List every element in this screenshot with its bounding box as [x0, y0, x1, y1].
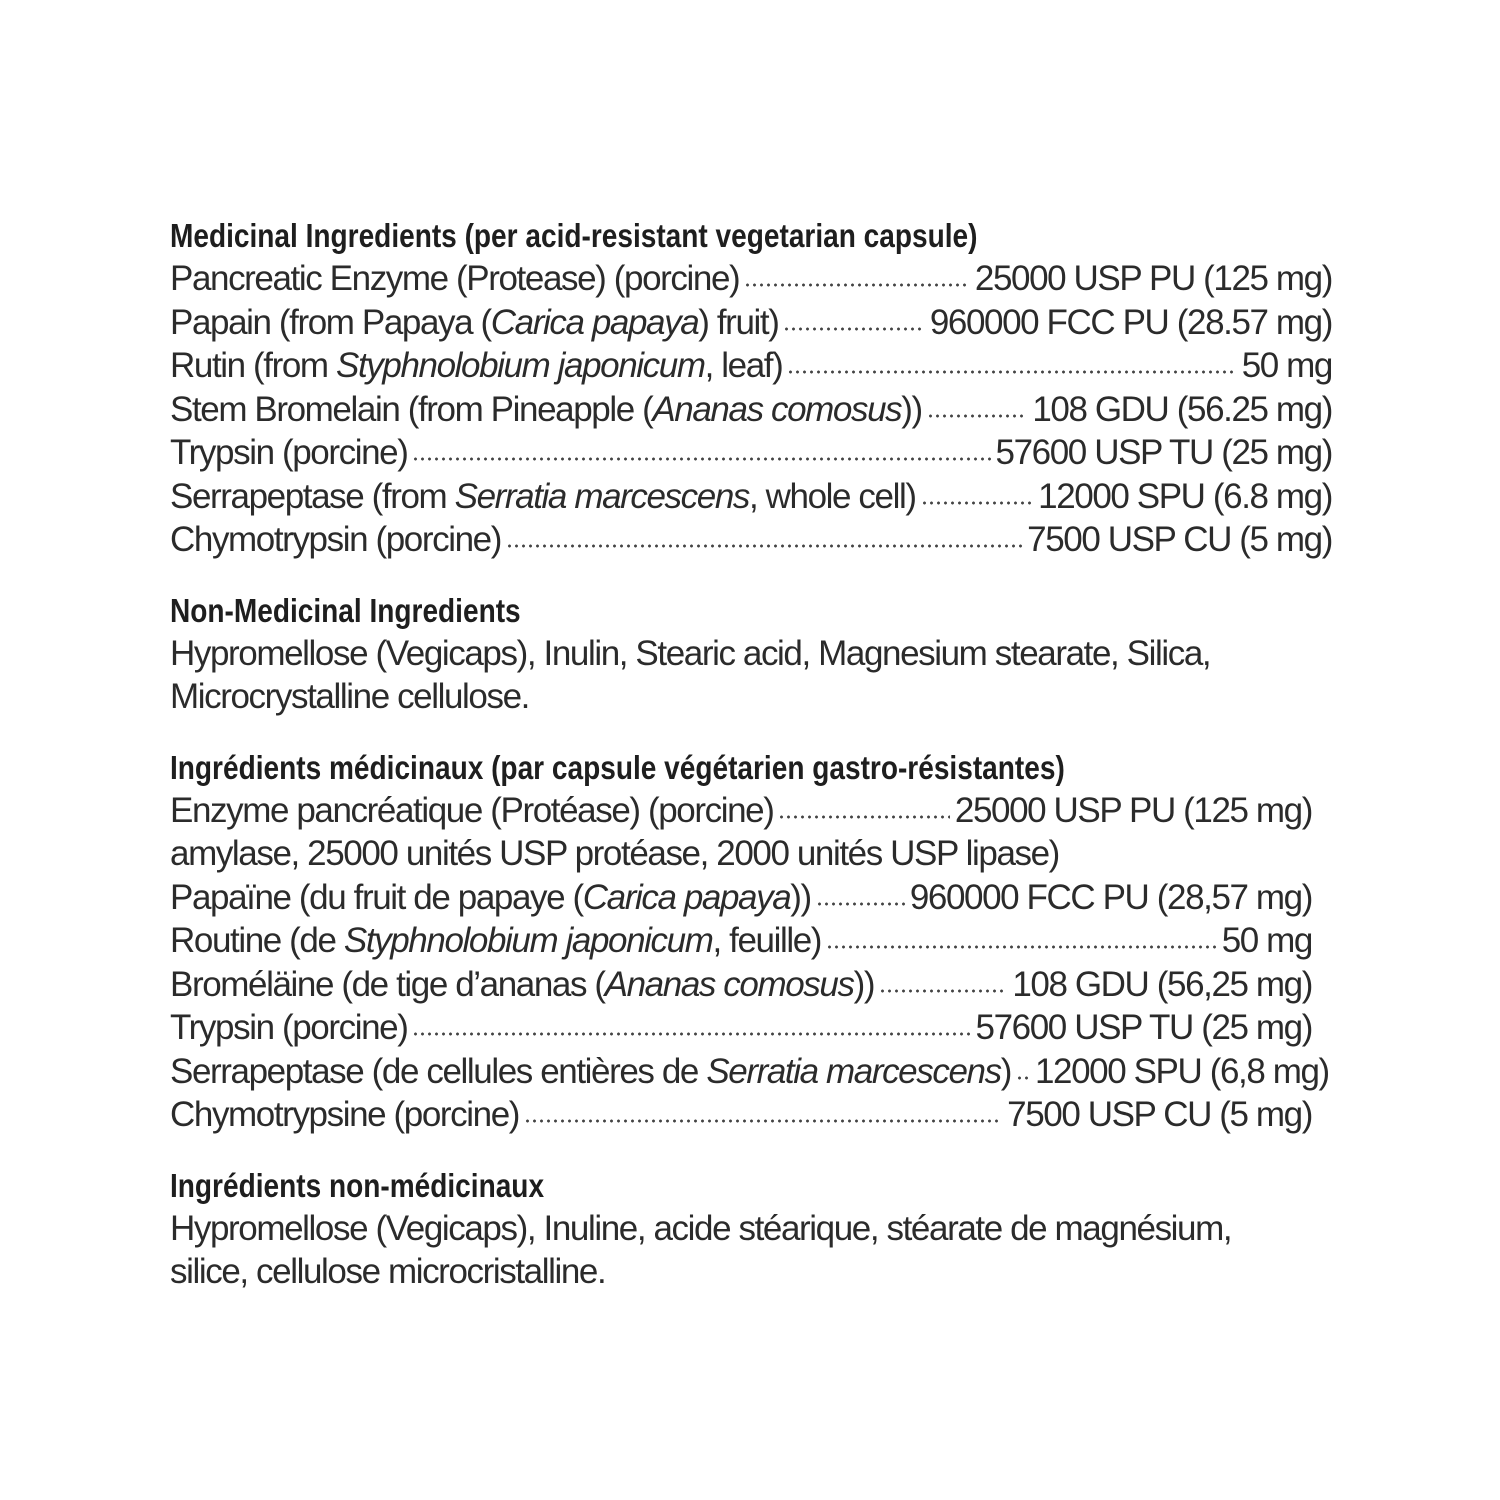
- section-heading: Ingrédients non-médicinaux: [170, 1166, 545, 1204]
- ingredient-row: [170, 388, 1332, 432]
- section-heading: Non-Medicinal Ingredients: [170, 591, 521, 629]
- dot-leader: [787, 369, 1236, 375]
- text-line: Microcrystalline cellulose.: [170, 677, 529, 716]
- ingredient-amount: 12000 SPU (6.8 mg): [1038, 476, 1332, 516]
- ingredient-list: [170, 257, 1332, 562]
- ingredient-amount: 12000 SPU (6,8 mg): [1034, 1051, 1329, 1091]
- ingredient-row: [170, 1050, 1329, 1094]
- ingredient-row: [170, 919, 1312, 963]
- medicinal-ingredients-fr: [170, 746, 1332, 1137]
- ingredient-name: Serrapeptase (de cellules entières de Serratia marcescens): [170, 1051, 1011, 1091]
- dot-leader: [816, 901, 905, 907]
- dot-leader: [778, 814, 949, 820]
- ingredient-row: [170, 789, 1312, 833]
- ingredient-row: [170, 301, 1332, 345]
- dot-leader: [412, 456, 990, 462]
- dot-leader: [506, 543, 1022, 549]
- ingredient-name: Trypsin (porcine): [170, 1008, 408, 1047]
- dot-leader: [927, 413, 1028, 419]
- ingredient-name: Trypsin (porcine): [170, 433, 408, 472]
- dot-leader: [921, 500, 1034, 506]
- non-medicinal-text: [170, 632, 1332, 719]
- ingredient-row: [170, 963, 1312, 1007]
- ingredient-amount: 50 mg: [1221, 921, 1312, 960]
- ingredient-amount: 108 GDU (56,25 mg): [1012, 964, 1312, 1004]
- ingredient-name: Pancreatic Enzyme (Protease) (porcine): [170, 259, 740, 298]
- ingredient-name: Stem Bromelain (from Pineapple (Ananas comosus)): [170, 389, 922, 429]
- ingredient-row: [170, 257, 1332, 301]
- section-heading: Medicinal Ingredients (per acid-resistant vegetarian capsule): [170, 217, 978, 254]
- ingredient-label: [170, 214, 1332, 1294]
- ingredient-amount: 57600 USP TU (25 mg): [975, 1008, 1312, 1047]
- ingredient-row: [170, 1093, 1312, 1137]
- ingredient-row: [170, 876, 1312, 920]
- ingredient-row: [170, 431, 1332, 475]
- dot-leader: [1016, 1075, 1030, 1081]
- ingredient-list: [170, 789, 1332, 1137]
- dot-leader: [744, 282, 970, 288]
- non-medicinal-ingredients-fr: [170, 1164, 1332, 1294]
- ingredient-amount: 7500 USP CU (5 mg): [1027, 520, 1332, 559]
- dot-leader: [826, 944, 1217, 950]
- ingredient-name: Enzyme pancréatique (Protéase) (porcine): [170, 790, 774, 830]
- ingredient-name: Chymotrypsin (porcine): [170, 520, 501, 559]
- ingredient-amount: 960000 FCC PU (28.57 mg): [929, 302, 1332, 342]
- ingredient-row: [170, 1006, 1312, 1050]
- ingredient-name: Rutin (from Styphnolobium japonicum, leaf): [170, 346, 783, 385]
- ingredient-name: Papain (from Papaya (Carica papaya) fruit): [170, 302, 779, 342]
- ingredient-amount: 108 GDU (56.25 mg): [1032, 389, 1332, 429]
- text-line: Hypromellose (Vegicaps), Inuline, acide stéarique, stéarate de magnésium,: [170, 1208, 1232, 1248]
- dot-leader: [783, 326, 924, 332]
- ingredient-name: Broméläine (de tige d’ananas (Ananas comosus)): [170, 964, 875, 1004]
- ingredient-amount: 25000 USP PU (125 mg): [974, 259, 1332, 298]
- ingredient-amount: 25000 USP PU (125 mg): [954, 790, 1312, 830]
- text-line: silice, cellulose microcristalline.: [170, 1252, 606, 1291]
- dot-leader: [412, 1031, 970, 1037]
- ingredient-name: Papaïne (du fruit de papaye (Carica papaya)): [170, 877, 811, 917]
- ingredient-row: [170, 475, 1332, 519]
- ingredient-amount: 57600 USP TU (25 mg): [995, 433, 1332, 472]
- ingredient-amount: 50 mg: [1241, 346, 1332, 385]
- ingredient-row: [170, 344, 1332, 388]
- ingredient-amount: 7500 USP CU (5 mg): [1007, 1095, 1312, 1134]
- ingredient-name: Chymotrypsine (porcine): [170, 1095, 520, 1134]
- medicinal-ingredients-en: [170, 214, 1332, 562]
- non-medicinal-text: [170, 1207, 1332, 1294]
- text-line: Hypromellose (Vegicaps), Inulin, Stearic acid, Magnesium stearate, Silica,: [170, 633, 1211, 673]
- ingredient-amount: 960000 FCC PU (28,57 mg): [909, 877, 1312, 917]
- ingredient-row: [170, 518, 1332, 562]
- dot-leader: [879, 988, 1007, 994]
- section-heading: Ingrédients médicinaux (par capsule végétarien gastro-résistantes): [170, 748, 1065, 786]
- ingredient-continuation: amylase, 25000 unités USP protéase, 2000 unités USP lipase): [170, 834, 1059, 873]
- ingredient-name: Routine (de Styphnolobium japonicum, feuille): [170, 921, 822, 960]
- non-medicinal-ingredients-en: [170, 589, 1332, 719]
- dot-leader: [524, 1118, 1002, 1124]
- ingredient-name: Serrapeptase (from Serratia marcescens, whole cell): [170, 476, 916, 516]
